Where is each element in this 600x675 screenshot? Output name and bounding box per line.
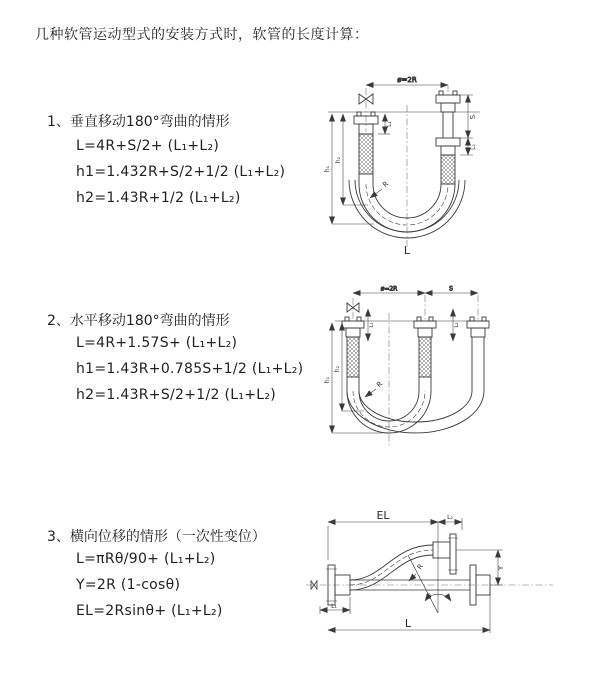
left-fitting xyxy=(342,317,364,377)
section-3-formula-EL: EL=2Rsinθ+ (L₁+L₂) xyxy=(76,603,223,619)
dim-l2-label: L₂ xyxy=(447,514,453,521)
section-3-formula-L: L=πRθ/90+ (L₁+L₂) xyxy=(76,551,216,567)
middle-fitting xyxy=(414,317,436,377)
diagram-vertical-180-bend xyxy=(312,72,562,257)
dim-width-label: ø=2R xyxy=(380,285,398,293)
dim-h1-label: h₁ xyxy=(324,376,331,384)
section-2-formula-h2: h2=1.43R+S/2+1/2 (L₁+L₂) xyxy=(76,387,277,403)
dim-s-label: S xyxy=(449,285,453,293)
section-2-formula-h1: h1=1.43R+0.785S+1/2 (L₁+L₂) xyxy=(76,361,304,377)
diagram-lateral-displacement xyxy=(298,498,568,638)
section-1-formula-L: L=4R+S/2+ (L₁+L₂) xyxy=(76,138,220,154)
right-fitting-moved xyxy=(467,317,489,391)
diagram-horizontal-180-bend xyxy=(310,283,568,458)
dim-l2-label: L₂ xyxy=(470,144,477,150)
section-2-heading: 2、水平移动180°弯曲的情形 xyxy=(47,313,230,329)
dim-y-label: Y xyxy=(497,565,505,571)
section-2-formula-L: L=4R+1.57S+ (L₁+L₂) xyxy=(76,335,238,351)
dim-l1-label: L₁ xyxy=(369,322,375,328)
radius-leader xyxy=(370,189,382,198)
dim-h2-label: h₂ xyxy=(334,365,341,373)
dim-h2-label: h₂ xyxy=(335,156,342,164)
angle-construction xyxy=(408,555,451,613)
dim-s-label: S xyxy=(469,114,477,120)
radius-label: R xyxy=(415,562,426,572)
radius-label: R xyxy=(381,179,391,190)
angle-label: θ xyxy=(426,593,431,601)
dim-l2-label: L₂ xyxy=(454,322,460,328)
raised-flange xyxy=(433,534,458,574)
dim-h1-label: h₁ xyxy=(324,165,331,173)
dim-l1-label: L₁ xyxy=(331,603,337,610)
section-1-formula-h2: h2=1.43R+1/2 (L₁+L₂) xyxy=(76,190,241,206)
section-1-heading: 1、垂直移动180°弯曲的情形 xyxy=(47,114,230,130)
dim-l1-label: L₁ xyxy=(386,121,393,127)
dim-length-label: L xyxy=(404,617,412,630)
radius-label: R xyxy=(375,379,385,390)
section-3-formula-Y: Y=2R (1-cosθ) xyxy=(76,577,181,593)
length-label: L xyxy=(403,244,411,257)
radius-leader xyxy=(365,389,376,397)
section-3-heading: 3、横向位移的情形（一次性变位） xyxy=(47,529,266,545)
section-1-formula-h1: h1=1.432R+S/2+1/2 (L₁+L₂) xyxy=(76,164,286,180)
page-title: 几种软管运动型式的安装方式时，软管的长度计算： xyxy=(35,27,369,43)
dim-el-label: EL xyxy=(376,509,390,522)
dim-width-label: ø=2R xyxy=(397,76,417,84)
right-fitting xyxy=(436,91,460,184)
